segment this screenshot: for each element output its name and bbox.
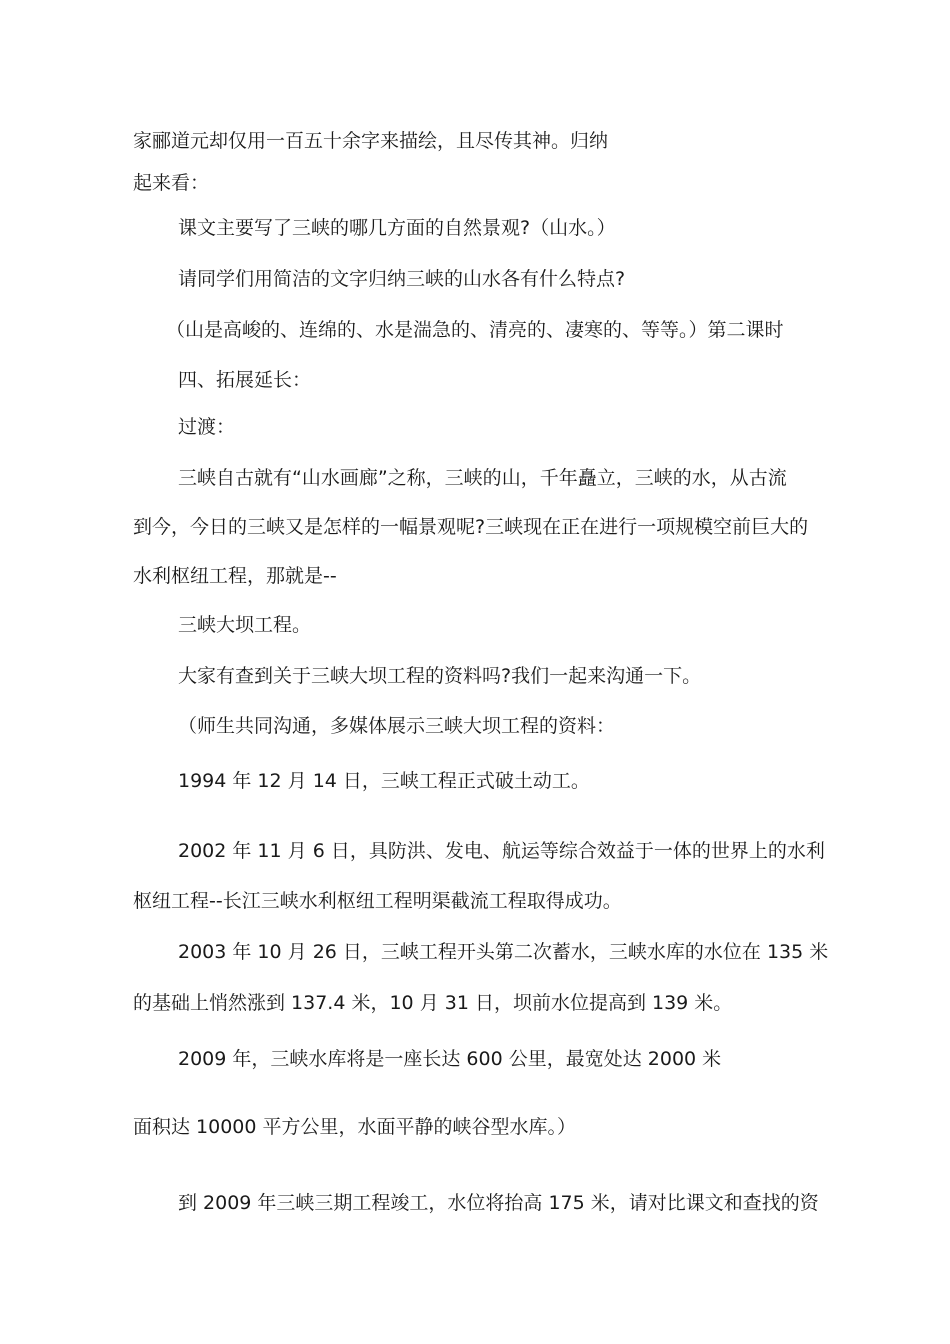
text-line: 三峡自古就有“山水画廊”之称，三峡的山，千年矗立，三峡的水，从古流 <box>178 467 787 489</box>
section-heading: 四、拓展延长： <box>178 369 312 391</box>
text-line: 2003 年 10 月 26 日，三峡工程开头第二次蓄水，三峡水库的水位在 135 米 <box>178 941 829 963</box>
text-line: 面积达 10000 平方公里，水面平静的峡谷型水库。） <box>133 1116 577 1138</box>
text-line: 到今，今日的三峡又是怎样的一幅景观呢?三峡现在正在进行一项规模空前巨大的 <box>133 516 809 538</box>
text-line: （师生共同沟通，多媒体展示三峡大坝工程的资料： <box>178 715 616 737</box>
text-line: 的基础上悄然涨到 137.4 米，10 月 31 日，坝前水位提高到 139 米。 <box>133 992 733 1014</box>
text-line: 到 2009 年三峡三期工程竣工，水位将抬高 175 米，请对比课文和查找的资 <box>178 1192 819 1214</box>
text-line: 请同学们用简洁的文字归纳三峡的山水各有什么特点? <box>178 268 626 290</box>
text-line: 2009 年，三峡水库将是一座长达 600 公里，最宽处达 2000 米 <box>178 1048 722 1070</box>
text-line: 枢纽工程--长江三峡水利枢纽工程明渠截流工程取得成功。 <box>133 890 622 912</box>
text-line: 大家有查到关于三峡大坝工程的资料吗?我们一起来沟通一下。 <box>178 665 702 687</box>
text-line: 过渡： <box>178 416 236 438</box>
text-line: 水利枢纽工程，那就是-- <box>133 565 337 587</box>
text-line: 2002 年 11 月 6 日，具防洪、发电、航运等综合效益于一体的世界上的水利 <box>178 840 825 862</box>
text-line: 课文主要写了三峡的哪几方面的自然景观?（山水。） <box>178 217 616 239</box>
text-line: 家郦道元却仅用一百五十余字来描绘，且尽传其神。归纳 <box>133 130 609 152</box>
text-line: 1994 年 12 月 14 日，三峡工程正式破土动工。 <box>178 770 590 792</box>
text-line: （山是高峻的、连绵的、水是湍急的、清亮的、凄寒的、等等。）第二课时 <box>166 319 784 341</box>
text-line: 三峡大坝工程。 <box>178 614 312 636</box>
text-line: 起来看： <box>133 172 210 194</box>
